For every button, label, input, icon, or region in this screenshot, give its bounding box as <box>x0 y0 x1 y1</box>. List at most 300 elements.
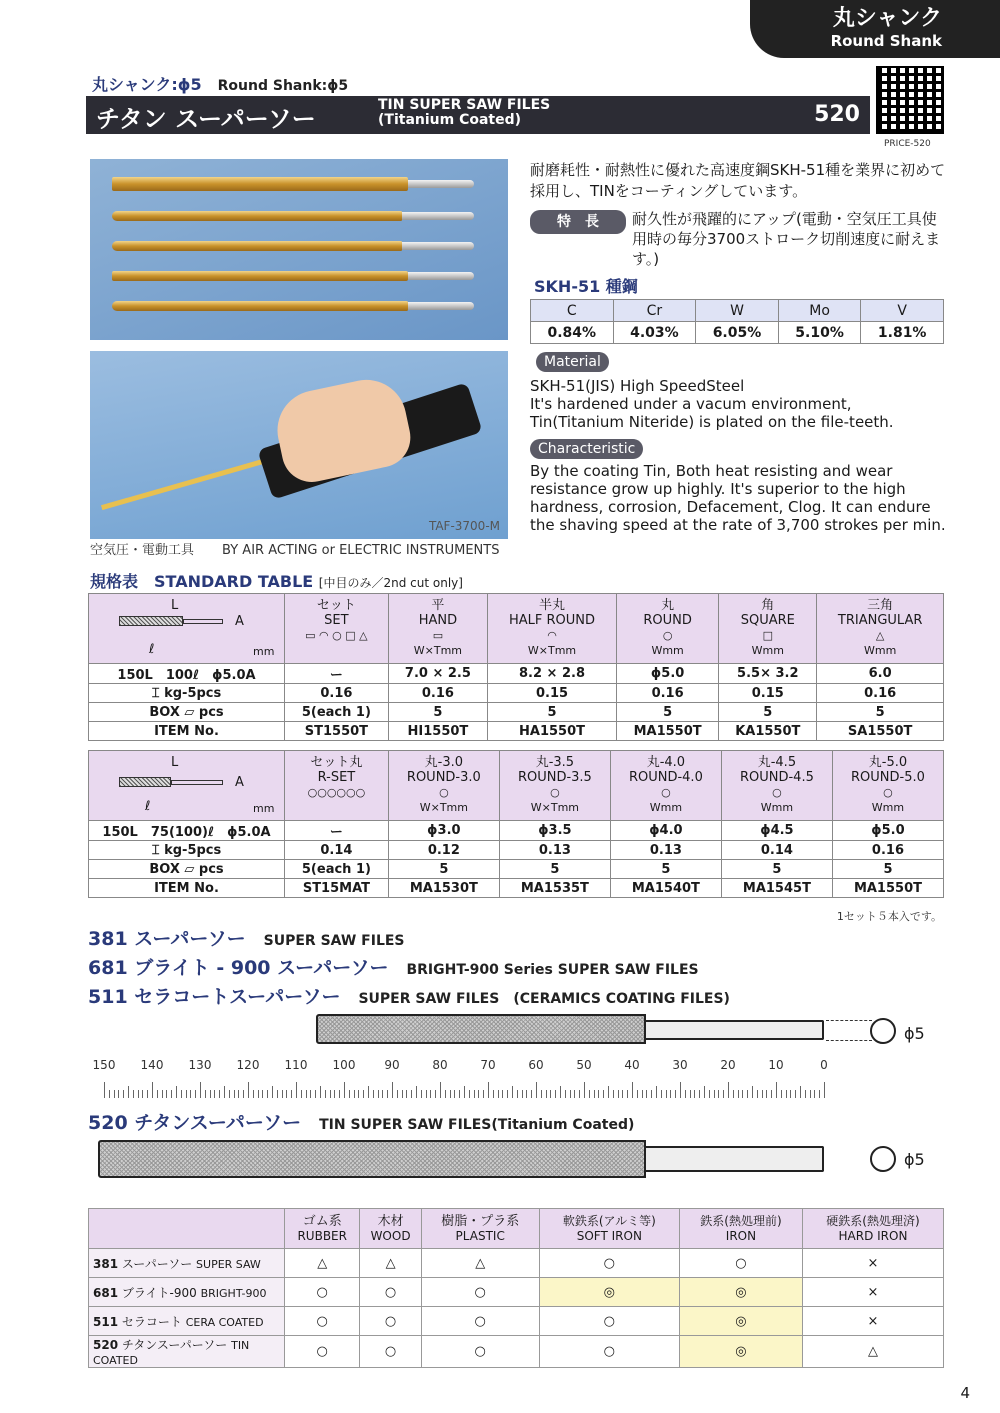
ruler-tick <box>109 1090 110 1098</box>
product-line-511 <box>88 982 730 1009</box>
phi-label: ϕ5 <box>904 1024 925 1043</box>
r-set-circles-icon: ○○○○○○ <box>307 786 366 799</box>
ruler-tick <box>498 1090 499 1098</box>
ruler-tick <box>618 1090 619 1098</box>
ruler-tick <box>454 1090 455 1098</box>
mat-col-jp: 鉄系(熱処理前) <box>700 1213 782 1228</box>
shank-image <box>408 272 474 280</box>
ruler-tick <box>253 1090 254 1098</box>
dim-L: L <box>171 755 179 770</box>
phi-label: ϕ5 <box>904 1150 925 1169</box>
title-number: 520 <box>814 102 860 127</box>
ruler-tick <box>123 1090 124 1098</box>
box-label: BOX <box>149 704 180 720</box>
ruler-tick <box>478 1090 479 1098</box>
size-cell: ϕ5.0 <box>616 664 718 684</box>
size-cell: ϕ4.0 <box>610 821 721 841</box>
mat-cell: ○ <box>679 1249 802 1278</box>
file-image <box>112 177 408 191</box>
mat-cell: ○ <box>421 1307 539 1336</box>
standard-table-jp: 規格表 <box>90 572 139 591</box>
standard-table-note: [中目のみ／2nd cut only] <box>318 576 463 590</box>
ruler-tick <box>810 1090 811 1098</box>
mat-row-en: BRIGHT-900 <box>200 1286 267 1300</box>
item-cell: MA1535T <box>499 879 610 898</box>
dim-l: ℓ <box>149 642 155 657</box>
skh-header: W <box>696 300 779 322</box>
ruler-tick <box>507 1090 508 1098</box>
ruler-number: 110 <box>284 1058 308 1072</box>
item-cell: MA1545T <box>721 879 832 898</box>
col-head-triangular <box>817 594 944 664</box>
dim-line <box>826 1020 872 1021</box>
ruler-tick <box>142 1090 143 1098</box>
set-shapes-icon: ▭ ◠ ○ □ △ <box>305 629 368 642</box>
file-image <box>112 271 408 281</box>
item-cell: ST1550T <box>285 722 389 741</box>
line-jp: ブライト - 900 スーパーソー <box>134 957 389 979</box>
mat-col-en: RUBBER <box>297 1228 347 1243</box>
col-jp: セット <box>316 598 356 613</box>
box-cell: 5 <box>388 703 487 722</box>
spec-l: 100ℓ <box>165 668 200 683</box>
ruler-tick <box>493 1090 494 1098</box>
line-num: 520 <box>88 1112 128 1134</box>
weight-cell: 0.14 <box>721 841 832 860</box>
mat-cell: ○ <box>421 1336 539 1368</box>
mat-col-en: SOFT IRON <box>576 1228 642 1243</box>
material-line: Tin(Titanium Niteride) is plated on the file-teeth. <box>530 413 894 431</box>
title-jp: チタン スーパーソー <box>96 105 316 133</box>
mat-row-num: 511 <box>93 1314 119 1329</box>
material-text <box>530 377 946 431</box>
ruler-tick <box>296 1082 297 1098</box>
ruler-tick <box>330 1090 331 1098</box>
col-unit: Wmm <box>751 644 784 657</box>
round-shape-icon: ○ <box>662 629 673 642</box>
weight-label-cell <box>89 684 285 703</box>
feature-label: 特 長 <box>530 210 626 234</box>
ruler-tick <box>114 1090 115 1098</box>
standard-table-2 <box>88 750 944 898</box>
col-head-r-set <box>285 751 389 821</box>
skh-value: 0.84% <box>531 322 614 344</box>
ruler-number: 20 <box>720 1058 736 1072</box>
ruler-tick <box>378 1090 379 1098</box>
mat-col-head <box>285 1209 360 1249</box>
ruler-tick <box>771 1090 772 1098</box>
file-image <box>112 301 408 311</box>
col-en: ROUND-3.5 <box>517 770 592 785</box>
product-line-681 <box>88 953 699 980</box>
ruler-tick <box>416 1086 417 1098</box>
item-cell: MA1550T <box>832 879 943 898</box>
mat-row-num: 520 <box>93 1338 119 1352</box>
dim-mm: mm <box>253 802 275 815</box>
ruler-tick <box>445 1090 446 1098</box>
shank-image <box>408 180 474 188</box>
col-en: ROUND-4.5 <box>739 770 814 785</box>
ruler-tick <box>138 1090 139 1098</box>
shank-image <box>402 212 474 220</box>
ruler-number: 30 <box>672 1058 688 1072</box>
hand-shape-icon: ▭ <box>432 629 444 642</box>
col-en: HAND <box>418 613 458 628</box>
box-cell: 5 <box>832 860 943 879</box>
ruler-tick <box>435 1090 436 1098</box>
shank-drawing-long <box>646 1146 824 1172</box>
ruler-tick <box>363 1090 364 1098</box>
mat-row-num: 381 <box>93 1256 119 1271</box>
subtitle-en: Round Shank:ϕ5 <box>217 78 349 94</box>
shank-diagram-icon <box>183 619 223 624</box>
subtitle <box>92 72 348 95</box>
weight-icon: ⌶ <box>151 685 160 701</box>
ruler-tick <box>128 1086 129 1098</box>
mat-cell: × <box>802 1249 943 1278</box>
col-jp: 半丸 <box>539 598 566 613</box>
ruler-tick <box>306 1090 307 1098</box>
ruler-tick <box>661 1090 662 1098</box>
col-unit: W×Tmm <box>530 801 579 814</box>
spec-cell <box>89 821 285 841</box>
ruler-tick <box>181 1090 182 1098</box>
size-cell: ϕ5.0 <box>832 821 943 841</box>
subtitle-jp: 丸シャンク:ϕ5 <box>92 75 202 94</box>
col-head-round-4-5 <box>721 751 832 821</box>
ruler-tick <box>214 1090 215 1098</box>
weight-label-cell <box>89 841 285 860</box>
ruler-tick <box>627 1090 628 1098</box>
round-shape-icon: ○ <box>883 786 893 799</box>
box-cell: 5 <box>488 703 617 722</box>
ruler-tick <box>555 1090 556 1098</box>
spec-cell <box>89 664 285 684</box>
weight-cell: 0.13 <box>610 841 721 860</box>
ruler-tick <box>339 1090 340 1098</box>
ruler-tick <box>666 1090 667 1098</box>
tool-model-label: TAF-3700-M <box>428 519 500 533</box>
material-line: SKH-51(JIS) High SpeedSteel <box>530 377 745 395</box>
qr-code-icon[interactable] <box>876 66 944 134</box>
item-cell: MA1540T <box>610 879 721 898</box>
mat-col-head <box>802 1209 943 1249</box>
item-label-cell: ITEM No. <box>89 879 285 898</box>
skh-value: 5.10% <box>778 322 861 344</box>
ruler-tick <box>344 1082 345 1098</box>
ruler-tick <box>474 1090 475 1098</box>
ruler-tick <box>234 1090 235 1098</box>
mat-cell: ○ <box>360 1278 421 1307</box>
line-en: SUPER SAW FILES (CERAMICS COATING FILES) <box>358 991 730 1007</box>
line-jp: チタンスーパーソー <box>134 1112 302 1134</box>
ruler-tick <box>718 1090 719 1098</box>
ruler-tick <box>421 1090 422 1098</box>
ruler-number: 80 <box>432 1058 448 1072</box>
size-cell: 8.2 × 2.8 <box>488 664 617 684</box>
corner-en: Round Shank <box>830 32 942 50</box>
mat-cell: × <box>802 1278 943 1307</box>
ruler-tick <box>392 1082 393 1098</box>
ruler-tick <box>133 1090 134 1098</box>
box-label-cell <box>89 860 285 879</box>
col-jp: 三角 <box>867 598 894 613</box>
ruler-tick <box>589 1090 590 1098</box>
col-head-round-3-0 <box>388 751 499 821</box>
mat-cell: △ <box>360 1249 421 1278</box>
box-cell: 5(each 1) <box>285 703 389 722</box>
ruler-tick <box>426 1090 427 1098</box>
mat-cell: ◎ <box>679 1336 802 1368</box>
mat-cell: ○ <box>360 1336 421 1368</box>
ruler-tick <box>243 1090 244 1098</box>
dimension-diagram <box>89 594 285 664</box>
mat-col-en: HARD IRON <box>838 1228 908 1243</box>
weight-cell: 0.15 <box>488 684 617 703</box>
ruler-tick <box>805 1090 806 1098</box>
ruler-tick <box>680 1082 681 1098</box>
ruler-tick <box>258 1090 259 1098</box>
col-unit: Wmm <box>864 644 897 657</box>
weight-cell: 0.16 <box>832 841 943 860</box>
mat-row-en: CERA COATED <box>185 1315 264 1329</box>
item-cell: KA1550T <box>719 722 817 741</box>
file-drawing-long <box>98 1140 646 1178</box>
col-unit: Wmm <box>649 801 683 814</box>
ruler-tick <box>301 1090 302 1098</box>
mat-cell: × <box>802 1307 943 1336</box>
mat-cell: △ <box>802 1336 943 1368</box>
ruler-tick <box>584 1082 585 1098</box>
ruler-tick <box>670 1090 671 1098</box>
skh-value: 1.81% <box>861 322 944 344</box>
title-bar <box>86 96 870 134</box>
ruler-tick <box>502 1090 503 1098</box>
ruler-tick <box>579 1090 580 1098</box>
col-jp: 丸-4.5 <box>757 755 797 770</box>
ruler-tick <box>699 1090 700 1098</box>
title-en-2: (Titanium Coated) <box>378 112 522 128</box>
ruler-tick <box>325 1090 326 1098</box>
col-en: ROUND-3.0 <box>406 770 481 785</box>
round-shape-icon: ○ <box>661 786 671 799</box>
material-suitability-table <box>88 1208 944 1368</box>
ruler-tick <box>757 1090 758 1098</box>
ruler-tick <box>248 1082 249 1098</box>
line-jp: セラコートスーパーソー <box>134 986 341 1008</box>
ruler-number: 0 <box>820 1058 828 1072</box>
ruler-tick <box>795 1090 796 1098</box>
characteristic-text: By the coating Tin, Both heat resisting and wear resistance grow up highly. It's superior to the high hardness, corrosion, Defacement, Clog. It can endure the shaving speed at the rate of 3,700 strokes per min. <box>530 462 946 534</box>
ruler-tick <box>675 1090 676 1098</box>
col-en: TRIANGULAR <box>837 613 923 628</box>
mat-cell: ○ <box>285 1336 360 1368</box>
col-en: SQUARE <box>740 613 795 628</box>
size-cell: ϕ3.0 <box>388 821 499 841</box>
col-unit: W×Tmm <box>419 801 468 814</box>
ruler-tick <box>315 1090 316 1098</box>
size-cell: ϕ4.5 <box>721 821 832 841</box>
ruler-tick <box>152 1082 153 1098</box>
mat-col-head <box>360 1209 421 1249</box>
size-cell: ー <box>285 664 389 684</box>
round-shape-icon: ○ <box>550 786 560 799</box>
ruler-number: 140 <box>140 1058 164 1072</box>
dim-mm: mm <box>253 645 275 658</box>
hand-image <box>270 372 416 487</box>
box-cell: 5(each 1) <box>285 860 389 879</box>
col-jp: 丸-3.0 <box>424 755 464 770</box>
skh-composition-table <box>530 299 944 344</box>
ruler-tick <box>171 1090 172 1098</box>
ruler-tick <box>272 1086 273 1098</box>
ruler-tick <box>570 1090 571 1098</box>
ruler-tick <box>190 1090 191 1098</box>
ruler-tick <box>714 1090 715 1098</box>
ruler-tick <box>546 1090 547 1098</box>
ruler-tick <box>277 1090 278 1098</box>
col-jp: 丸 <box>661 598 675 613</box>
ruler-tick <box>608 1086 609 1098</box>
ruler-tick <box>200 1082 201 1098</box>
ruler-tick <box>709 1090 710 1098</box>
file-diagram-icon <box>119 777 171 787</box>
mat-cell: ○ <box>360 1307 421 1336</box>
col-jp: 丸-4.0 <box>646 755 686 770</box>
ruler-tick <box>632 1082 633 1098</box>
ruler-number: 40 <box>624 1058 640 1072</box>
item-cell: ST15MAT <box>285 879 389 898</box>
ruler-tick <box>685 1090 686 1098</box>
mat-cell: ◎ <box>539 1278 679 1307</box>
mat-row-en: SUPER SAW <box>196 1257 261 1271</box>
ruler-tick <box>526 1090 527 1098</box>
spec-l: 75(100)ℓ <box>150 825 215 840</box>
section-circle-icon <box>870 1146 896 1172</box>
col-unit: W×Tmm <box>413 644 463 657</box>
shank-diagram-icon <box>171 780 223 785</box>
material-label: Material <box>536 352 609 372</box>
ruler-tick <box>334 1090 335 1098</box>
ruler-tick <box>522 1090 523 1098</box>
ruler-tick <box>651 1090 652 1098</box>
mat-row-jp: スーパーソー <box>121 1256 193 1271</box>
ruler-tick <box>819 1090 820 1098</box>
dim-l: ℓ <box>145 799 151 814</box>
item-label-cell: ITEM No. <box>89 722 285 741</box>
line-en: BRIGHT-900 Series SUPER SAW FILES <box>406 962 699 978</box>
box-cell: 5 <box>388 860 499 879</box>
col-head-half-round <box>488 594 617 664</box>
ruler-tick <box>786 1090 787 1098</box>
ruler-tick <box>704 1086 705 1098</box>
col-jp: 角 <box>761 598 775 613</box>
line-jp: スーパーソー <box>134 928 246 950</box>
size-cell: 7.0 × 2.5 <box>388 664 487 684</box>
ruler-tick <box>517 1090 518 1098</box>
ruler-number: 50 <box>576 1058 592 1072</box>
ruler-tick <box>483 1090 484 1098</box>
mat-cell: ◎ <box>679 1307 802 1336</box>
half-round-shape-icon: ◠ <box>547 629 557 642</box>
col-jp: 丸-3.5 <box>535 755 575 770</box>
size-cell: 6.0 <box>817 664 944 684</box>
weight-cell: 0.14 <box>285 841 389 860</box>
ruler-tick <box>464 1086 465 1098</box>
ruler-tick <box>733 1090 734 1098</box>
ruler-tick <box>723 1090 724 1098</box>
col-en: ROUND <box>643 613 692 628</box>
ruler-tick <box>613 1090 614 1098</box>
col-head-round-4-0 <box>610 751 721 821</box>
spec-L: 150L <box>102 825 138 840</box>
shank-drawing-short <box>646 1020 824 1040</box>
line-num: 381 <box>88 928 128 950</box>
ruler-tick <box>747 1090 748 1098</box>
page-number: 4 <box>960 1384 970 1402</box>
blade-image <box>101 453 285 510</box>
tool-caption <box>90 539 510 558</box>
weight-cell: 0.16 <box>817 684 944 703</box>
mat-row-name <box>89 1307 285 1336</box>
col-head-round-5-0 <box>832 751 943 821</box>
ruler-tick <box>752 1086 753 1098</box>
ruler-tick <box>205 1090 206 1098</box>
ruler-tick <box>368 1086 369 1098</box>
file-image <box>112 211 402 221</box>
ruler-number: 150 <box>92 1058 116 1072</box>
line-en: TIN SUPER SAW FILES(Titanium Coated) <box>319 1117 635 1133</box>
ruler-tick <box>166 1090 167 1098</box>
ruler-tick <box>603 1090 604 1098</box>
col-unit: Wmm <box>651 644 684 657</box>
ruler-tick <box>210 1090 211 1098</box>
mat-col-en: IRON <box>725 1228 757 1243</box>
box-label-cell <box>89 703 285 722</box>
dim-A: A <box>235 614 244 629</box>
ruler-tick <box>440 1082 441 1098</box>
spec-L: 150L <box>117 668 153 683</box>
ruler-tick <box>642 1090 643 1098</box>
spec-A: ϕ5.0A <box>212 668 256 683</box>
box-icon: ▱ <box>184 861 195 877</box>
ruler-tick <box>262 1090 263 1098</box>
col-jp: セット丸 <box>310 755 363 770</box>
col-en: R-SET <box>317 770 356 785</box>
size-cell: ー <box>285 821 389 841</box>
ruler-tick <box>646 1090 647 1098</box>
weight-label: kg-5pcs <box>164 685 222 701</box>
box-unit: pcs <box>198 704 224 720</box>
set-note: 1セット５本入です。 <box>836 910 942 923</box>
ruler-tick <box>598 1090 599 1098</box>
ruler-tick <box>310 1090 311 1098</box>
mat-row-name <box>89 1336 285 1368</box>
weight-cell: 0.16 <box>616 684 718 703</box>
ruler-tick <box>195 1090 196 1098</box>
ruler-tick <box>267 1090 268 1098</box>
ruler-tick <box>469 1090 470 1098</box>
ruler-tick <box>565 1090 566 1098</box>
tool-caption-en: BY AIR ACTING or ELECTRIC INSTRUMENTS <box>222 543 500 558</box>
qr-label: PRICE-520 <box>884 139 931 149</box>
weight-label: kg-5pcs <box>164 842 222 858</box>
col-unit: Wmm <box>871 801 905 814</box>
box-cell: 5 <box>610 860 721 879</box>
ruler-tick <box>541 1090 542 1098</box>
item-cell: SA1550T <box>817 722 944 741</box>
skh-value: 6.05% <box>696 322 779 344</box>
